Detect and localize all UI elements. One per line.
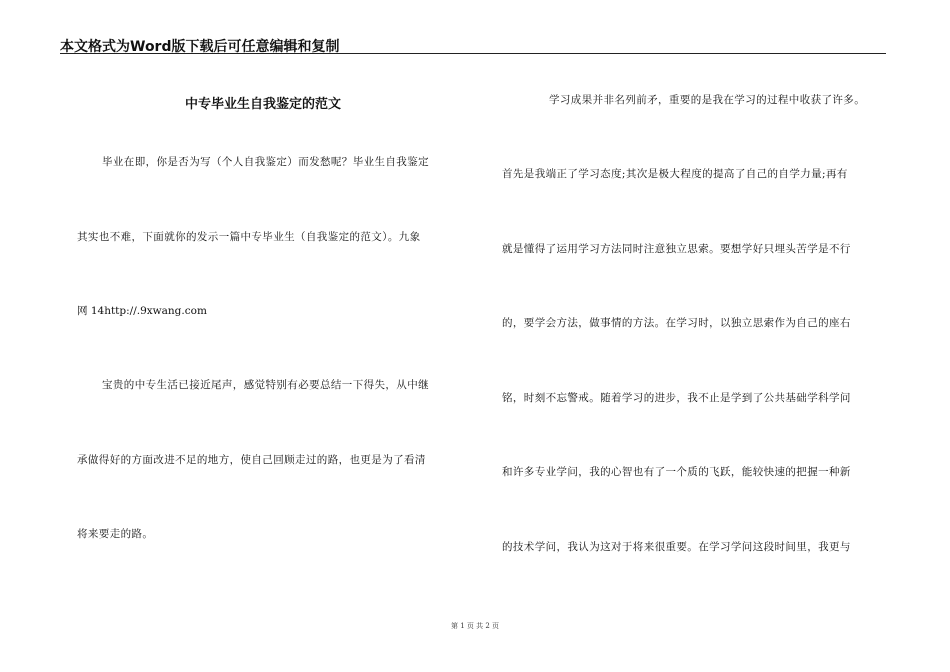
document-title: 中专毕业生自我鉴定的范文 [184, 97, 341, 112]
right-line: 就是懂得了运用学习方法同时注意独立思索。要想学好只埋头苦学是不行 [502, 243, 851, 255]
left-line: 将来要走的路。 [77, 528, 154, 540]
document-header: 本文格式为Word版下载后可任意编辑和复制 [60, 39, 340, 55]
right-line: 学习成果并非名列前矛，重要的是我在学习的过程中收获了许多。 [549, 94, 866, 106]
right-line: 的技术学问，我认为这对于将来很重要。在学习学问这段时间里，我更与 [502, 541, 851, 553]
right-line: 的，要学会方法，做事情的方法。在学习时，以独立思索作为自己的座右 [502, 317, 851, 329]
header-divider [60, 53, 886, 54]
left-line: 其实也不难，下面就你的发示一篇中专毕业生（自我鉴定的范文）。九象 [77, 231, 421, 243]
left-line: 网 14http://.9xwang.com [77, 305, 207, 317]
right-line: 首先是我端正了学习态度;其次是极大程度的提高了自己的自学力量;再有 [502, 168, 848, 180]
left-line: 宝贵的中专生活已接近尾声，感觉特别有必要总结一下得失，从中继 [102, 379, 429, 391]
left-line: 承做得好的方面改进不足的地方，使自己回顾走过的路，也更是为了看清 [77, 454, 426, 466]
right-line: 铭，时刻不忘警戒。随着学习的进步，我不止是学到了公共基础学科学问 [502, 392, 851, 404]
right-line: 和许多专业学问，我的心智也有了一个质的飞跃，能较快速的把握一种新 [502, 466, 851, 478]
page-number: 第 1 页 共 2 页 [450, 622, 500, 630]
left-line: 毕业在即，你是否为写（个人自我鉴定）而发愁呢？毕业生自我鉴定 [102, 156, 429, 168]
